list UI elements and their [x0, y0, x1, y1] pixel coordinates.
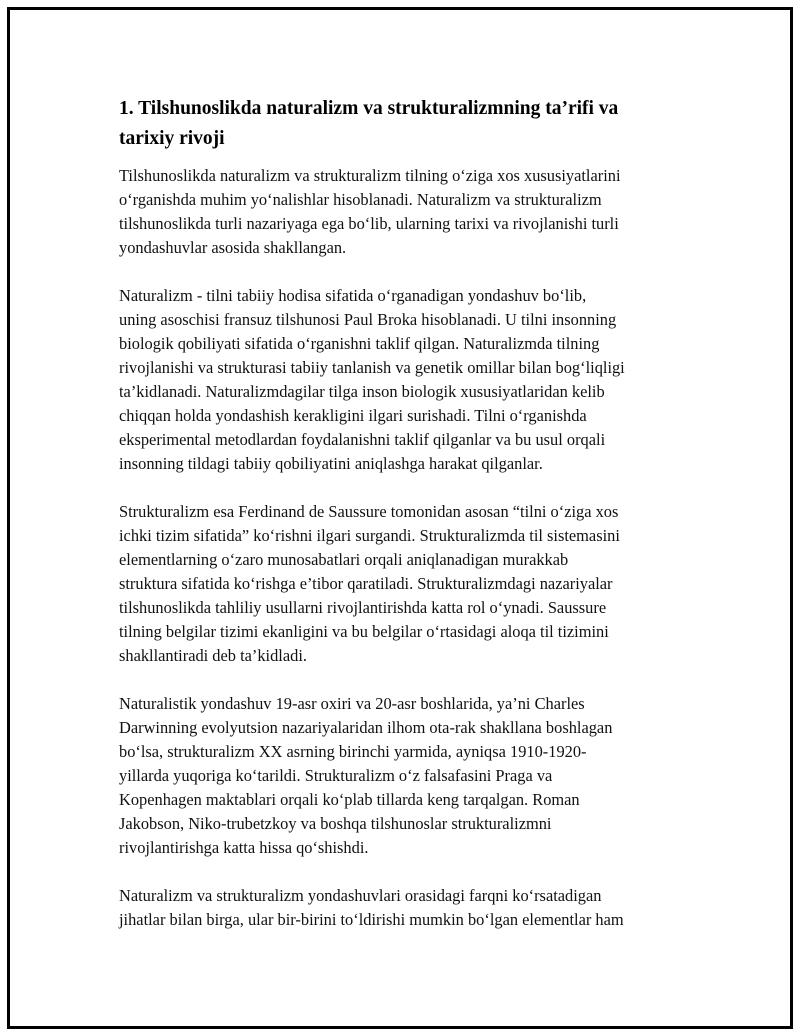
- text-line: tilshunoslikda tahliliy usullarni rivojlantirishda katta rol o‘ynadi. Saussure: [119, 598, 607, 617]
- text-line: ichki tizim sifatida” ko‘rishni ilgari surgandi. Strukturalizmda til sistemasini: [119, 526, 620, 545]
- text-line: jihatlar bilan birga, ular bir-birini to‘ldirishi mumkin bo‘lgan elementlar ham: [119, 910, 624, 929]
- heading-line: tarixiy rivoji: [119, 128, 225, 149]
- text-line: yondashuvlar asosida shakllangan.: [119, 238, 347, 257]
- text-line: tilning belgilar tizimi ekanligini va bu belgilar o‘rtasidagi aloqa til tizimini: [119, 622, 609, 641]
- text-line: Tilshunoslikda naturalizm va strukturalizm tilning o‘ziga xos xususiyatlarini: [119, 166, 621, 185]
- section-heading: [119, 94, 704, 154]
- text-line: chiqqan holda yondashish kerakligini ilgari surishadi. Tilni o‘rganishda: [119, 406, 587, 425]
- text-line: Strukturalizm esa Ferdinand de Saussure tomonidan asosan “tilni o‘ziga xos: [119, 502, 619, 521]
- text-line: shakllantiradi deb ta’kidladi.: [119, 646, 307, 665]
- text-line: insonning tildagi tabiiy qobiliyatini aniqlashga harakat qilganlar.: [119, 454, 543, 473]
- paragraph-naturalism: [119, 284, 704, 476]
- text-line: Darwinning evolyutsion nazariyalaridan ilhom ota-rak shakllana boshlagan: [119, 718, 613, 737]
- paragraph-structuralism: [119, 500, 704, 668]
- text-line: o‘rganishda muhim yo‘nalishlar hisoblanadi. Naturalizm va strukturalizm: [119, 190, 602, 209]
- text-line: bo‘lsa, strukturalizm XX asrning birinchi yarmida, ayniqsa 1910-1920-: [119, 742, 587, 761]
- text-line: Jakobson, Niko-trubetzkoy va boshqa tilshunoslar strukturalizmni: [119, 814, 552, 833]
- paragraph-comparison: [119, 884, 704, 932]
- paragraph-history: [119, 692, 704, 860]
- text-line: elementlarning o‘zaro munosabatlari orqali aniqlanadigan murakkab: [119, 550, 569, 569]
- document-body: [119, 94, 704, 956]
- text-line: Naturalizm va strukturalizm yondashuvlari orasidagi farqni ko‘rsatadigan: [119, 886, 602, 905]
- heading-line: 1. Tilshunoslikda naturalizm va strukturalizmning ta’rifi va: [119, 98, 619, 119]
- text-line: ta’kidlanadi. Naturalizmdagilar tilga inson biologik xususiyatlaridan kelib: [119, 382, 605, 401]
- page-frame: [7, 7, 793, 1029]
- text-line: uning asoschisi fransuz tilshunosi Paul Broka hisoblanadi. U tilni insonning: [119, 310, 617, 329]
- text-line: rivojlanishi va strukturasi tabiiy tanlanish va genetik omillar bilan bog‘liqligi: [119, 358, 625, 377]
- text-line: rivojlantirishga katta hissa qo‘shishdi.: [119, 838, 369, 857]
- text-line: yillarda yuqoriga ko‘tarildi. Strukturalizm o‘z falsafasini Praga va: [119, 766, 553, 785]
- text-line: Kopenhagen maktablari orqali ko‘plab tillarda keng tarqalgan. Roman: [119, 790, 580, 809]
- text-line: Naturalistik yondashuv 19-asr oxiri va 20-asr boshlarida, ya’ni Charles: [119, 694, 585, 713]
- paragraph-intro: [119, 164, 704, 260]
- text-line: biologik qobiliyati sifatida o‘rganishni taklif qilgan. Naturalizmda tilning: [119, 334, 600, 353]
- text-line: eksperimental metodlardan foydalanishni taklif qilganlar va bu usul orqali: [119, 430, 606, 449]
- text-line: Naturalizm - tilni tabiiy hodisa sifatida o‘rganadigan yondashuv bo‘lib,: [119, 286, 587, 305]
- text-line: struktura sifatida ko‘rishga e’tibor qaratiladi. Strukturalizmdagi nazariyalar: [119, 574, 613, 593]
- text-line: tilshunoslikda turli nazariyaga ega bo‘lib, ularning tarixi va rivojlanishi turli: [119, 214, 619, 233]
